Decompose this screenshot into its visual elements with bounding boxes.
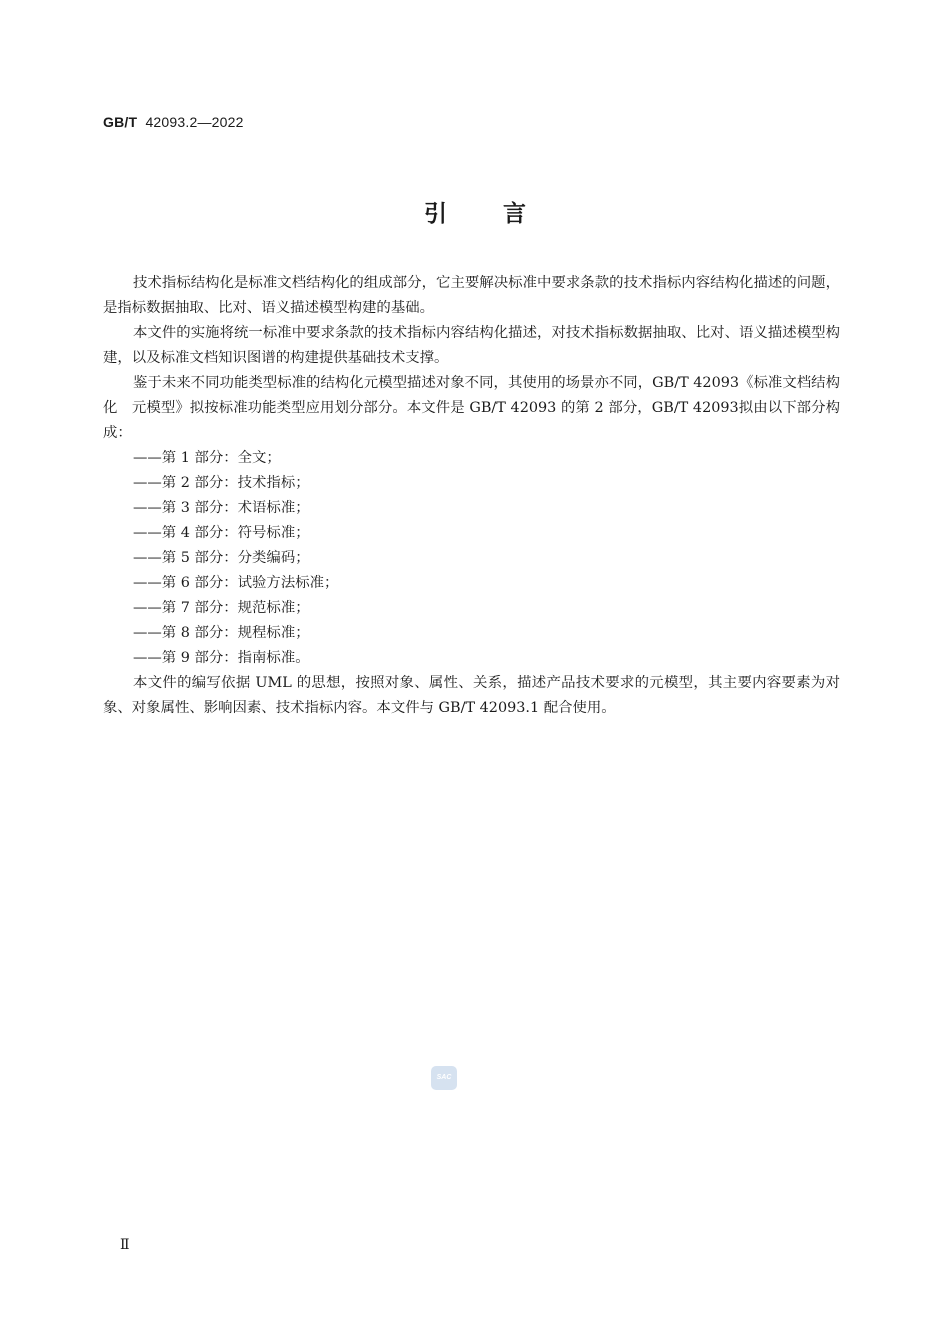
list-item: ——第 7 部分：规范标准； bbox=[133, 600, 310, 616]
list-item: ——第 1 部分：全文； bbox=[133, 450, 281, 466]
page-number: Ⅱ bbox=[120, 1237, 130, 1253]
paragraph: 鉴于未来不同功能类型标准的结构化元模型描述对象不同，其使用的场景亦不同，GB/T 42093《标准文档结构化 元模型》拟按标准功能类型应用划分部分。本文件是 GB/T 42093 的第 2 部分，GB/T 42093拟由以下部分构成： bbox=[103, 375, 840, 441]
standard-code bbox=[103, 114, 244, 130]
list-item: ——第 6 部分：试验方法标准； bbox=[133, 575, 339, 591]
introduction-body bbox=[103, 271, 840, 721]
paragraph: 本文件的编写依据 UML 的思想，按照对象、属性、关系，描述产品技术要求的元模型，其主要内容要素为对象、对象属性、影响因素、技术指标内容。本文件与 GB/T 42093.1 配合使用。 bbox=[103, 675, 840, 716]
paragraph: 本文件的实施将统一标准中要求条款的技术指标内容结构化描述，对技术指标数据抽取、比对、语义描述模型构建，以及标准文档知识图谱的构建提供基础技术支撑。 bbox=[103, 325, 840, 366]
standard-code-prefix: GB/T bbox=[103, 114, 138, 130]
list-item: ——第 2 部分：技术指标； bbox=[133, 475, 310, 491]
paragraph: 技术指标结构化是标准文档结构化的组成部分，它主要解决标准中要求条款的技术指标内容结构化描述的问题，是指标数据抽取、比对、语义描述模型构建的基础。 bbox=[103, 275, 840, 316]
page-title: 引言 bbox=[424, 201, 582, 227]
list-item: ——第 5 部分：分类编码； bbox=[133, 550, 310, 566]
list-item: ——第 9 部分：指南标准。 bbox=[133, 650, 310, 666]
standard-code-number: 42093.2—2022 bbox=[145, 114, 244, 130]
list-item: ——第 8 部分：规程标准； bbox=[133, 625, 310, 641]
list-item: ——第 3 部分：术语标准； bbox=[133, 500, 310, 516]
sac-watermark-logo: SAC bbox=[431, 1066, 457, 1090]
list-item: ——第 4 部分：符号标准； bbox=[133, 525, 310, 541]
